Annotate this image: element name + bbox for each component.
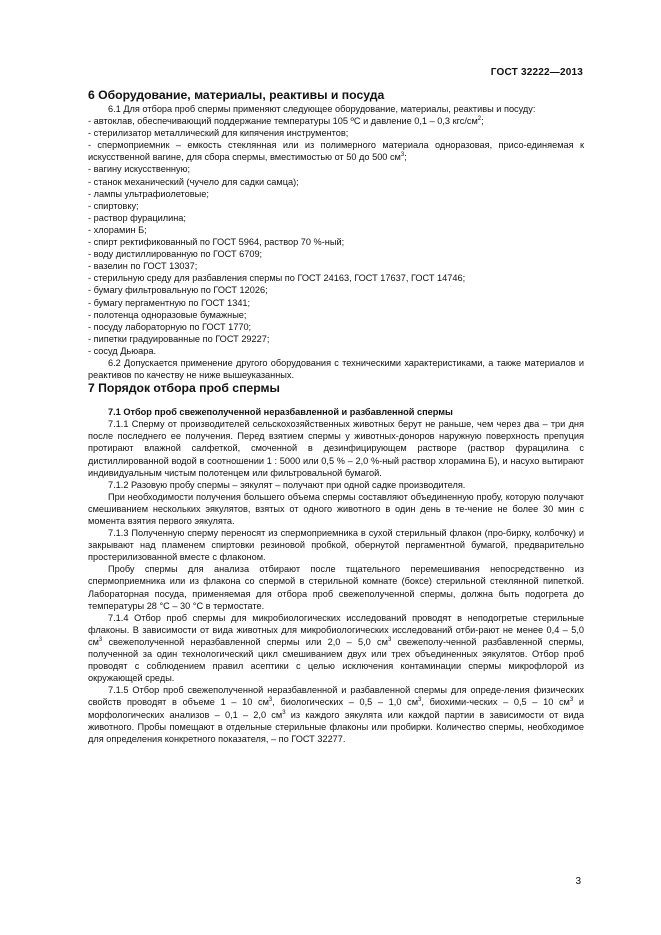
list-item: - стерилизатор металлический для кипячения инструментов; — [88, 128, 349, 139]
list-item: - хлорамин Б; — [88, 224, 147, 235]
list-item: - бумагу пергаментную по ГОСТ 1341; — [88, 297, 251, 308]
list-item: - спиртовку; — [88, 200, 139, 211]
equipment-list — [88, 115, 584, 357]
list-item: - воду дистиллированную по ГОСТ 6709; — [88, 249, 263, 260]
list-item: - станок механический (чучело для садки самца); — [88, 176, 299, 187]
paragraph-7-1-4: 7.1.4 Отбор проб спермы для микробиологических исследований проводят в неподогретые стерильные флаконы. В зависимости от вида животных для микробиологических исследований отби-рают не менее 0,4 – 5,0 $см^3$ свежеполученной неразбавленной спермы или 2,0 – 5,0 $см^3$ свежеполу-ченной разбавленной спермы, полученной за один технологический цикл смешиванием двух или трех объединенных эякулятов. Отбор проб проводят с соблюдением правил асептики с целью исключения контаминации спермы микрофлорой из окружающей среды. — [88, 612, 584, 684]
page-number: 3 — [575, 876, 581, 887]
list-item: - автоклав, обеспечивающий поддержание температуры 105 ºС и давление 0,1 – 0,3 кгс/$см^2$; — [88, 116, 484, 127]
list-item: - стерильную среду для разбавления спермы по ГОСТ 24163, ГОСТ 17637, ГОСТ 14746; — [88, 273, 466, 284]
page-content — [88, 88, 584, 745]
section-6-title: 6 Оборудование, материалы, реактивы и посуда — [88, 88, 385, 102]
paragraph-7-1-1: 7.1.1 Сперму от производителей сельскохозяйственных животных берут не раньше, чем через два – три дня после последнего ее получения. Перед взятием спермы у животных-доноров наружную поверхность препуция протирают влажной салфеткой, смоченной в дезинфицирующем растворе (раствор фурацилина с дистиллированной водой в соотношении 1 : 5000 или 0,5 % – 2,0 %-ный раствор хлорамина Б), и насухо вытирают индивидуальным чистым полотенцем или фильтровальной бумагой. — [88, 419, 584, 478]
section-7-title: 7 Порядок отбора проб спермы — [88, 381, 280, 396]
paragraph-7-1-5: 7.1.5 Отбор проб свежеполученной неразбавленной и разбавленной спермы для опреде-ления физических свойств проводят в объеме 1 – 10 $см^3$, биологических – 0,5 – 1,0 $см^3$, биохими-ческих – 0,5 – 10 $см^3$ и морфологических анализов – 0,1 – 2,0 $см^3$ из каждого эякулята или каждой партии в зависимости от вида животного. Пробы помещают в отдельные стерильные флаконы или пробирки. Количество спермы, необходимое для определения конкретного показателя, – по ГОСТ 32277. — [88, 685, 585, 744]
document-code: ГОСТ 32222—2013 — [490, 67, 583, 78]
list-item: - лампы ультрафиолетовые; — [88, 188, 209, 199]
list-item: - полотенца одноразовые бумажные; — [88, 309, 247, 320]
paragraph-7-1-2-b: При необходимости получения большего объема спермы составляют объединенную пробу, которую получают смешиванием нескольких эякулятов, взятых от одного животного в один день в те-чение не более 30 мин с момента взятия первого эякулята. — [88, 491, 584, 526]
list-item: - вагину искусственную; — [88, 164, 191, 175]
list-item: - пипетки градуированные по ГОСТ 29227; — [88, 333, 270, 344]
paragraph-6-2: 6.2 Допускается применение другого оборудования с техническими характеристиками, а также материалов и реактивов по качеству не ниже вышеуказанных. — [88, 357, 584, 381]
subsection-7-1-title: 7.1 Отбор проб свежеполученной неразбавленной и разбавленной спермы — [108, 407, 453, 418]
list-item: - спирт ректификованный по ГОСТ 5964, раствор 70 %-ный; — [88, 237, 345, 248]
list-item: - спермоприемник – емкость стеклянная или из полимерного материала одноразовая, присо-единяемая к искусственной вагине, для сбора спермы, вместимостью от 50 до 500 $см^3$; — [88, 140, 584, 163]
list-item: - сосуд Дьюара. — [88, 345, 156, 356]
paragraph-7-1-2: 7.1.2 Разовую пробу спермы – эякулят – получают при одной садке производителя. — [108, 479, 466, 490]
paragraph-6-1: 6.1 Для отбора проб спермы применяют следующее оборудование, материалы, реактивы и посуду: — [108, 104, 536, 114]
list-item: - раствор фурацилина; — [88, 212, 186, 223]
paragraph-7-1-3-b: Пробу спермы для анализа отбирают после тщательного перемешивания непосредственно из спермоприемника или из флакона со спермой в стерильной комнате (боксе) стерильной стеклянной пипеткой. Лабораторная посуда, применяемая для отбора проб свежеполученной спермы, должна быть подогрета до температуры 28 °С – 30 °С в термостате. — [88, 564, 584, 611]
list-item: - бумагу фильтровальную по ГОСТ 12026; — [88, 285, 268, 296]
list-item: - вазелин по ГОСТ 13037; — [88, 261, 198, 272]
paragraph-7-1-3: 7.1.3 Полученную сперму переносят из спермоприемника в сухой стерильный флакон (про-бирку, колбочку) и закрывают над пламенем спиртовки резиновой пробкой, обернутой пергаментной бумагой, предварительно простерилизованной вместе с флаконом. — [88, 528, 584, 563]
list-item: - посуду лабораторную по ГОСТ 1770; — [88, 321, 252, 332]
